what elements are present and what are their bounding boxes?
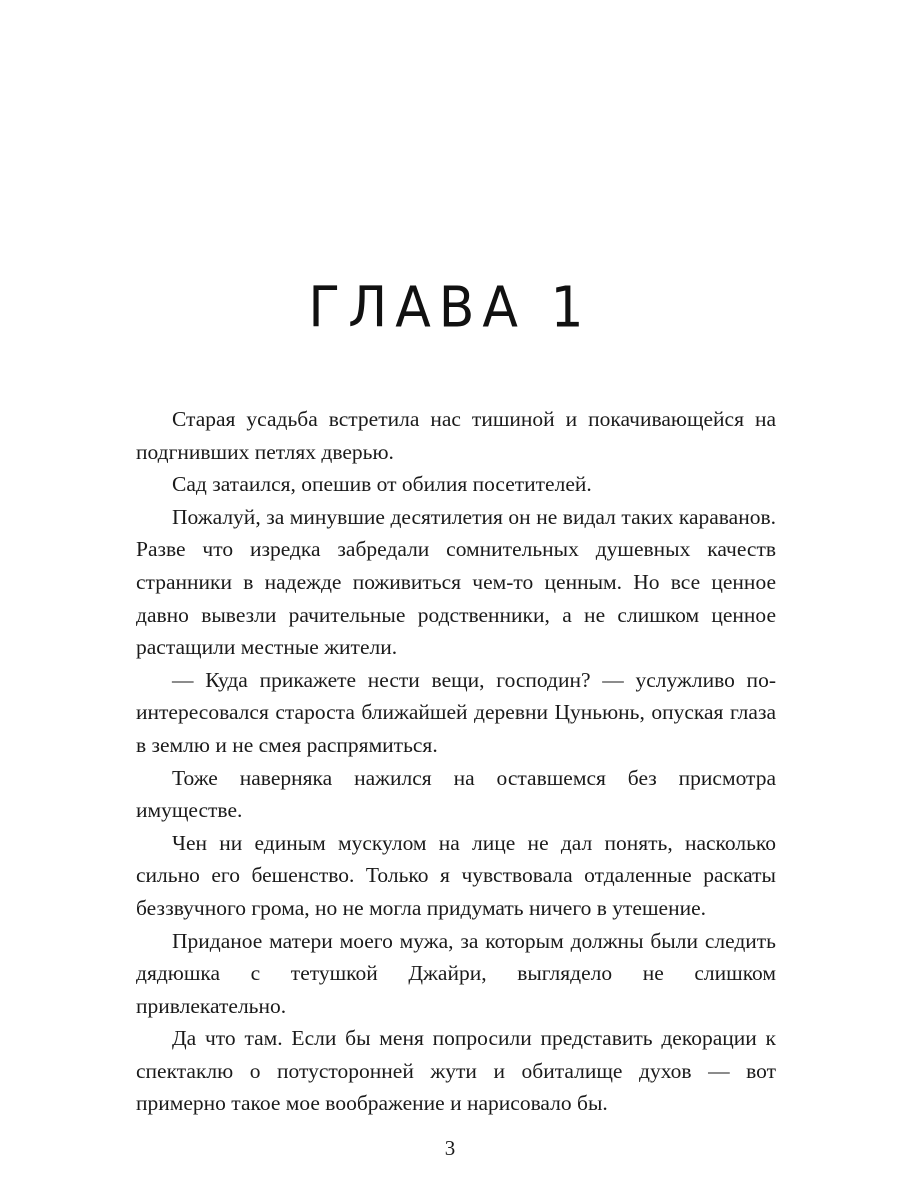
paragraph: Приданое матери моего мужа, за которым должны были следить дядюшка с тетушкой Джайри, выглядело не слишком привлекательно. [136,928,776,1018]
paragraph: Пожалуй, за минувшие десятилетия он не видал таких караванов. Разве что изредка забредали сомнительных душевных качеств странники в надежде поживиться чем-то ценным. Но все ценное давно вывезли рачительные родственники, а не слишком ценное растащили местные жители. [136,504,776,660]
paragraph: Сад затаился, опешив от обилия посетителей. [172,472,592,497]
paragraph: Старая усадьба встретила нас тишиной и покачивающейся на подгнивших петлях дверью. [136,407,776,464]
chapter-title: ГЛАВА 1 [308,275,592,341]
page-number: 3 [444,1136,456,1160]
paragraph: Тоже наверняка нажился на оставшемся без присмотра имуществе. [136,765,776,823]
paragraph: — Куда прикажете нести вещи, господин? — услужливо поинтересовался староста ближайшей деревни Цуньюнь, опуская глаза в землю и не смея распрямиться. [136,667,776,757]
body-text [136,403,776,1120]
paragraph: Да что там. Если бы меня попросили представить декорации к спектаклю о потусторонней жути и обиталище духов — вот примерно такое мое воображение и нарисовало бы. [136,1026,776,1116]
paragraph: Чен ни единым мускулом на лице не дал понять, насколько сильно его бешенство. Только я чувствовала отдаленные раскаты беззвучного грома, но не могла придумать ничего в утешение. [136,830,776,920]
